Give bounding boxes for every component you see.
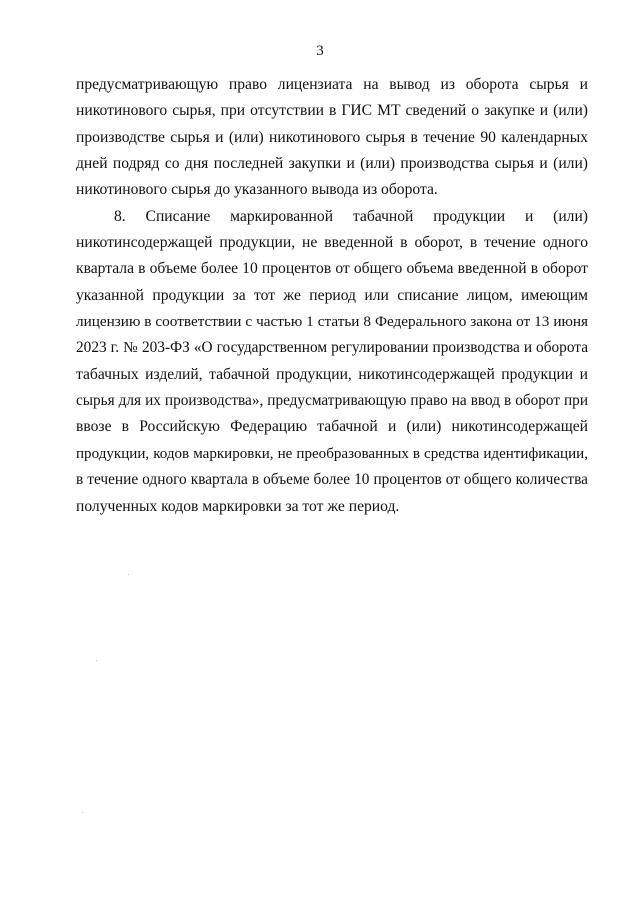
scan-speck bbox=[82, 812, 83, 813]
text-line: полученных кодов маркировки за тот же период. bbox=[76, 497, 400, 515]
page-number: 3 bbox=[316, 43, 324, 59]
text-line: квартала в объеме более 10 процентов от общего объема введенной в оборот bbox=[76, 260, 588, 278]
text-line: табачных изделий, табачной продукции, никотинсодержащей продукции и bbox=[76, 365, 588, 383]
text-line: указанной продукции за тот же период или списание лицом, имеющим bbox=[76, 286, 588, 304]
scan-speck bbox=[128, 574, 129, 575]
text-line: лицензию в соответствии с частью 1 статьи 8 Федерального закона от 13 июня bbox=[76, 313, 588, 331]
text-line: предусматривающую право лицензиата на вывод из оборота сырья и bbox=[76, 76, 588, 93]
paragraph-item-8 bbox=[76, 204, 588, 520]
text-line: никотинового сырья, при отсутствии в ГИС МТ сведений о закупке и (или) bbox=[76, 102, 588, 120]
text-line: в течение одного квартала в объеме более 10 процентов от общего количества bbox=[76, 471, 588, 489]
text-line: дней подряд со дня последней закупки и (или) производства сырья и (или) bbox=[76, 155, 588, 173]
paragraph-continuation bbox=[76, 72, 588, 204]
text-line: ввозе в Российскую Федерацию табачной и (или) никотинсодержащей bbox=[76, 418, 588, 436]
text-line: 8. Списание маркированной табачной продукции и (или) bbox=[114, 207, 588, 225]
text-line: продукции, кодов маркировки, не преобразованных в средства идентификации, bbox=[76, 445, 588, 462]
text-line: никотинсодержащей продукции, не введенной в оборот, в течение одного bbox=[76, 234, 588, 252]
text-line: производстве сырья и (или) никотинового сырья в течение 90 календарных bbox=[76, 128, 588, 146]
scan-speck bbox=[96, 660, 97, 661]
text-line: сырья для их производства», предусматривающую право на ввод в оборот при bbox=[76, 392, 588, 410]
document-body bbox=[76, 72, 588, 520]
text-line: 2023 г. № 203-ФЗ «О государственном регулировании производства и оборота bbox=[76, 339, 588, 357]
text-line: никотинового сырья до указанного вывода из оборота. bbox=[76, 181, 438, 199]
